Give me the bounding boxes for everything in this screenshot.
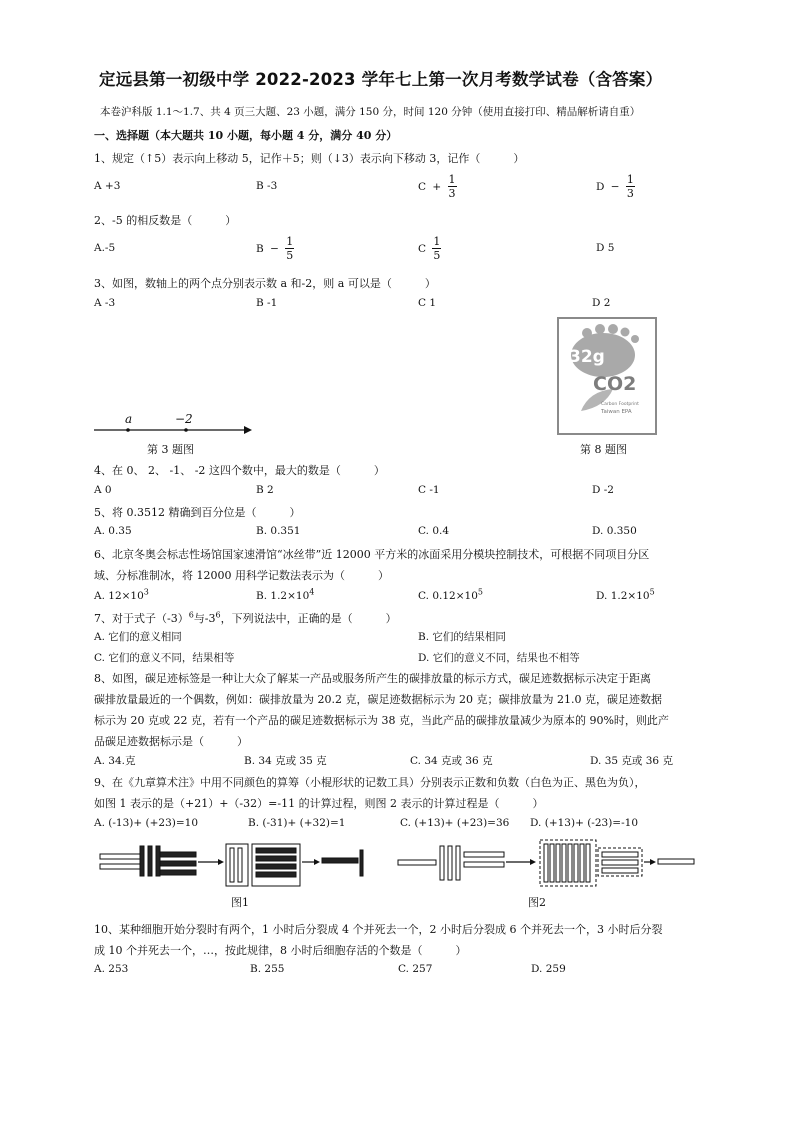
q3-option-d: D 2	[592, 297, 611, 309]
section-heading: 一、选择题（本大题共 10 小题，每小题 4 分，满分 40 分）	[94, 129, 398, 142]
number-line-figure	[94, 410, 254, 436]
q3-figure-caption: 第 3 题图	[147, 443, 194, 456]
q8-option-b: B. 34 克或 35 克	[244, 755, 327, 767]
counting-rods-figure-2	[398, 838, 696, 890]
q2-b-numerator: 1	[286, 235, 294, 248]
q1-d-numerator: 1	[626, 173, 634, 186]
counting-rods-figure-1	[100, 842, 380, 890]
q1-c-label: C	[418, 180, 427, 193]
arrow-icon	[530, 859, 536, 865]
q1-d-sign: −	[610, 180, 620, 193]
q1-stem: 1、规定（↑5）表示向上移动 5，记作＋5；则（↓3）表示向下移动 3，记作（ ）	[94, 152, 525, 165]
q9-line1: 9、在《九章算术注》中用不同颜色的算筹（小棍形状的记数工具）分别表示正数和负数（白色为正、黑色为负），	[94, 776, 646, 789]
q9-option-c: C. (+13)+ (+23)=36	[400, 817, 510, 829]
point-minus-two	[184, 428, 188, 432]
q2-b-denominator: 5	[286, 249, 294, 262]
q10-option-b: B. 255	[250, 963, 285, 975]
q2-stem: 2、-5 的相反数是（ ）	[94, 214, 237, 227]
q1-c-sign: +	[432, 180, 442, 193]
q5-option-d: D. 0.350	[592, 525, 637, 537]
toe-shape	[631, 335, 639, 343]
point-a	[126, 428, 130, 432]
q9-option-a: A. (-13)+ (+23)=10	[94, 817, 199, 829]
q8-line4: 品碳足迹数据标示是（ ）	[94, 735, 248, 748]
q2-c-denominator: 5	[433, 249, 441, 262]
point-a-label: a	[125, 412, 133, 426]
figure-1-caption: 图1	[231, 896, 249, 909]
number-line-arrow-icon	[244, 426, 252, 434]
q2-c-label: C	[418, 242, 427, 255]
q6-a-exponent: 3	[143, 587, 149, 597]
q6-option-d	[596, 587, 655, 602]
q7-option-a: A. 它们的意义相同	[94, 631, 182, 643]
q6-option-a	[94, 587, 149, 602]
q1-d-label: D	[596, 180, 605, 193]
q8-option-c: C. 34 克或 36 克	[410, 755, 493, 767]
q7-exp1: 6	[188, 610, 194, 620]
q6-d-base: D. 1.2×10	[596, 590, 650, 602]
q4-option-c: C -1	[418, 484, 440, 496]
q4-option-d: D -2	[592, 484, 614, 496]
q2-b-sign: −	[270, 242, 279, 255]
figure-2-caption: 图2	[528, 896, 546, 909]
q4-stem: 4、在 0、 2、 -1、 -2 这四个数中，最大的数是（ ）	[94, 464, 385, 477]
q7-option-d: D. 它们的意义不同，结果也不相等	[418, 652, 580, 664]
q6-b-exponent: 4	[309, 587, 315, 597]
q1-c-denominator: 3	[448, 187, 456, 200]
q10-option-c: C. 257	[398, 963, 433, 975]
q2-option-d: D 5	[596, 242, 615, 254]
exam-note: 本卷沪科版 1.1～1.7、共 4 页三大题、23 小题，满分 150 分，时间 120 分钟（使用直接打印、精品解析请自重）	[100, 106, 641, 118]
q3-option-b: B -1	[256, 297, 278, 309]
q4-option-b: B 2	[256, 484, 274, 496]
q8-option-d: D. 35 克或 36 克	[590, 755, 673, 767]
badge-line1: Carbon Footprint	[601, 402, 639, 407]
q6-a-base: A. 12×10	[94, 590, 144, 602]
toe-shape	[595, 324, 605, 334]
q8-figure-caption: 第 8 题图	[580, 443, 627, 456]
q8-option-a: A. 34.克	[94, 755, 136, 767]
carbon-footprint-badge	[557, 317, 657, 435]
q6-line2: 域、分标准制冰，将 12000 用科学记数法表示为（ ）	[94, 569, 389, 582]
badge-weight: 32g	[569, 347, 605, 367]
q7-option-b: B. 它们的结果相同	[418, 631, 506, 643]
q7-stem-pre: 7、对于式子（-3）	[94, 612, 189, 625]
q1-c-fraction	[448, 173, 457, 200]
q6-option-c	[418, 587, 483, 602]
q2-option-a: A.-5	[94, 242, 116, 254]
q7-stem-post: ，下列说法中，正确的是（ ）	[220, 612, 397, 625]
q8-line1: 8、如图，碳足迹标签是一种让大众了解某一产品或服务所产生的碳排放量的标示方式，碳足迹数据标示决定于距离	[94, 672, 651, 685]
badge-line2: Taiwan EPA	[601, 409, 632, 415]
q7-stem	[94, 610, 397, 626]
q1-d-denominator: 3	[626, 187, 634, 200]
q8-line3: 标示为 20 克或 22 克，若有一个产品的碳足迹数据标示为 38 克，当此产品的碳排放量减少为原本的 90%时，则此产	[94, 714, 669, 727]
point-minus-two-label: −2	[175, 412, 193, 426]
q5-option-c: C. 0.4	[418, 525, 450, 537]
q6-c-exponent: 5	[477, 587, 483, 597]
q9-option-b: B. (-31)+ (+32)=1	[248, 817, 346, 829]
q9-option-d: D. (+13)+ (-23)=-10	[530, 817, 639, 829]
q5-option-b: B. 0.351	[256, 525, 301, 537]
page-title: 定远县第一初级中学 2022-2023 学年七上第一次月考数学试卷（含答案）	[99, 70, 663, 89]
toe-shape	[621, 328, 630, 337]
q9-line2: 如图 1 表示的是（+21）+（-32）=-11 的计算过程，则图 2 表示的计算过程是（ ）	[94, 797, 544, 810]
q2-b-fraction	[285, 235, 294, 262]
toe-shape	[608, 324, 618, 334]
q10-option-d: D. 259	[531, 963, 566, 975]
q6-b-base: B. 1.2×10	[256, 590, 310, 602]
q6-c-base: C. 0.12×10	[418, 590, 478, 602]
q2-c-fraction	[432, 235, 441, 262]
q5-stem: 5、将 0.3512 精确到百分位是（ ）	[94, 506, 301, 519]
q8-line2: 碳排放量最近的一个偶数，例如：碳排放量为 20.2 克，碳足迹数据标示为 20 克；碳排放量为 21.0 克，碳足迹数据	[94, 693, 662, 706]
q2-option-c	[418, 235, 441, 262]
q1-d-fraction	[626, 173, 635, 200]
q10-line2: 成 10 个并死去一个，…，按此规律，8 小时后细胞存活的个数是（ ）	[94, 944, 467, 957]
arrow-icon	[218, 859, 224, 865]
q1-option-d	[596, 173, 635, 200]
q1-option-a: A +3	[94, 180, 121, 192]
q6-d-exponent: 5	[649, 587, 655, 597]
q3-option-a: A -3	[94, 297, 116, 309]
q4-option-a: A 0	[94, 484, 112, 496]
q1-option-c	[418, 173, 457, 200]
q7-option-c: C. 它们的意义不同，结果相等	[94, 652, 235, 664]
q3-option-c: C 1	[418, 297, 437, 309]
q3-stem: 3、如图，数轴上的两个点分别表示数 a 和-2，则 a 可以是（ ）	[94, 277, 436, 290]
q1-c-numerator: 1	[448, 173, 456, 186]
toe-shape	[582, 328, 592, 338]
q6-line1: 6、北京冬奥会标志性场馆国家速滑馆“冰丝带”近 12000 平方米的冰面采用分模块控制技术，可根据不同项目分区	[94, 548, 650, 561]
q6-option-b	[256, 587, 315, 602]
q5-option-a: A. 0.35	[94, 525, 132, 537]
q1-option-b: B -3	[256, 180, 278, 192]
badge-gas: CO2	[593, 373, 637, 395]
q7-exp2: 6	[215, 610, 221, 620]
arrow-icon	[314, 859, 320, 865]
q10-line1: 10、某种细胞开始分裂时有两个，1 小时后分裂成 4 个并死去一个，2 小时后分裂成 6 个并死去一个，3 小时后分裂	[94, 923, 663, 936]
q2-c-numerator: 1	[433, 235, 441, 248]
arrow-icon	[650, 859, 656, 865]
q2-b-label: B	[256, 242, 264, 255]
q2-option-b	[256, 235, 294, 262]
q7-stem-mid: 与-3	[193, 612, 216, 625]
q10-option-a: A. 253	[94, 963, 129, 975]
